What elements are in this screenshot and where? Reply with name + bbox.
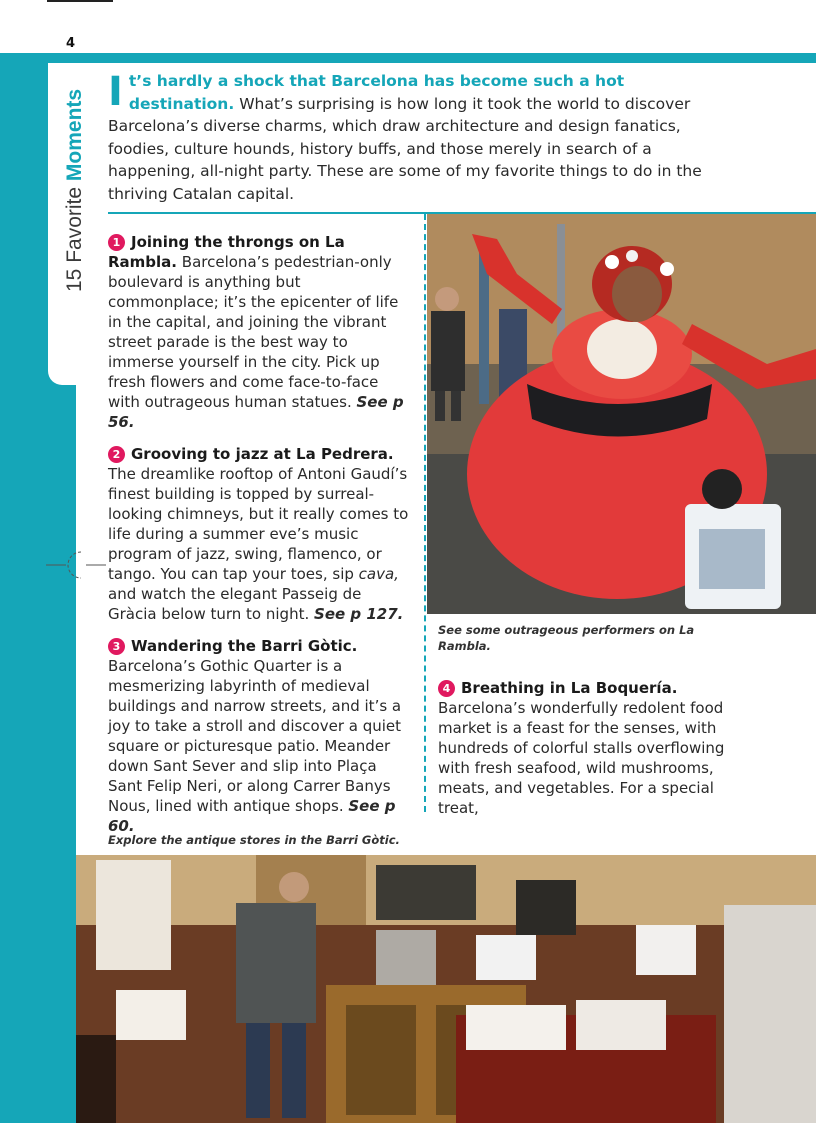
page-reference: See p 56. xyxy=(108,393,404,431)
number-badge: 1 xyxy=(108,234,125,251)
performer-photo xyxy=(427,214,816,614)
chapter-title xyxy=(63,89,87,292)
number-badge: 2 xyxy=(108,446,125,463)
antiques-photo xyxy=(76,855,816,1123)
crop-mark xyxy=(46,550,106,590)
moment-title: Grooving to jazz at La Pedrera. xyxy=(131,445,394,463)
intro-paragraph xyxy=(108,70,728,205)
right-column xyxy=(438,678,738,830)
intro-lead: t’s hardly a shock that Barcelona has become such a hot destination. xyxy=(128,72,625,113)
moment-item xyxy=(108,232,410,432)
antiques-caption: Explore the antique stores in the Barri Gòtic. xyxy=(108,833,400,847)
performer-caption: See some outrageous performers on La Rambla. xyxy=(438,623,695,653)
intro-body: What’s surprising is how long it took the world to discover Barcelona’s diverse charms, which draw architecture and design fanatics, foodies, culture hounds, history buffs, and those merely in search of a happening, all-night party. These are some of my favorite things to do in the thriving Catalan capital. xyxy=(108,94,702,203)
header-band xyxy=(0,53,816,63)
moment-text: The dreamlike rooftop of Antoni Gaudí’s finest building is topped by surreal-looking chimneys, but it really comes to life during a summer eve’s music program of jazz, swing, flamenco, or tango. You can tap your toes, sip xyxy=(108,465,409,583)
number-badge: 3 xyxy=(108,638,125,655)
left-column xyxy=(108,232,410,848)
chapter-title-accent: Moments xyxy=(63,88,86,182)
moment-title: Joining the throngs on La Rambla. xyxy=(108,233,345,271)
drop-cap: I xyxy=(108,69,123,115)
moment-title: Wandering the Barri Gòtic. xyxy=(131,637,358,655)
moment-text: Barcelona’s Gothic Quarter is a mesmerizing labyrinth of medieval buildings and narrow streets, and it’s a joy to take a stroll and discover a quiet square or picturesque patio. Meander down Sant Sever and slip into Plaça Sant Felip Neri, or along Carrer Banys Nous, lined with antique shops. xyxy=(108,657,402,815)
page-reference: See p 60. xyxy=(108,797,396,835)
moment-item xyxy=(108,444,410,624)
column-divider xyxy=(424,214,426,812)
moment-text-emphasis: cava, xyxy=(358,565,399,583)
number-badge: 4 xyxy=(438,680,455,697)
page-number: 4 xyxy=(66,36,76,51)
page-reference: See p 127. xyxy=(314,605,404,623)
chapter-title-prefix: 15 Favorite xyxy=(63,186,86,292)
moment-title: Breathing in La Boquería. xyxy=(461,679,678,697)
top-rule xyxy=(47,0,113,2)
moment-item xyxy=(108,636,410,836)
moment-item xyxy=(438,678,738,818)
moment-text: and watch the elegant Passeig de Gràcia below turn to night. xyxy=(108,585,362,623)
moment-text: Barcelona’s pedestrian-only boulevard is anything but commonplace; it’s the epicenter of life in the capital, and joining the vibrant street parade is the best way to immerse yourself in the city. Pick up fresh flowers and come face-to-face with outrageous human statues. xyxy=(108,253,399,411)
moment-text: Barcelona’s wonderfully redolent food market is a feast for the senses, with hundreds of colorful stalls overflowing with fresh seafood, wild mushrooms, meats, and vegetables. For a special treat, xyxy=(438,699,725,817)
